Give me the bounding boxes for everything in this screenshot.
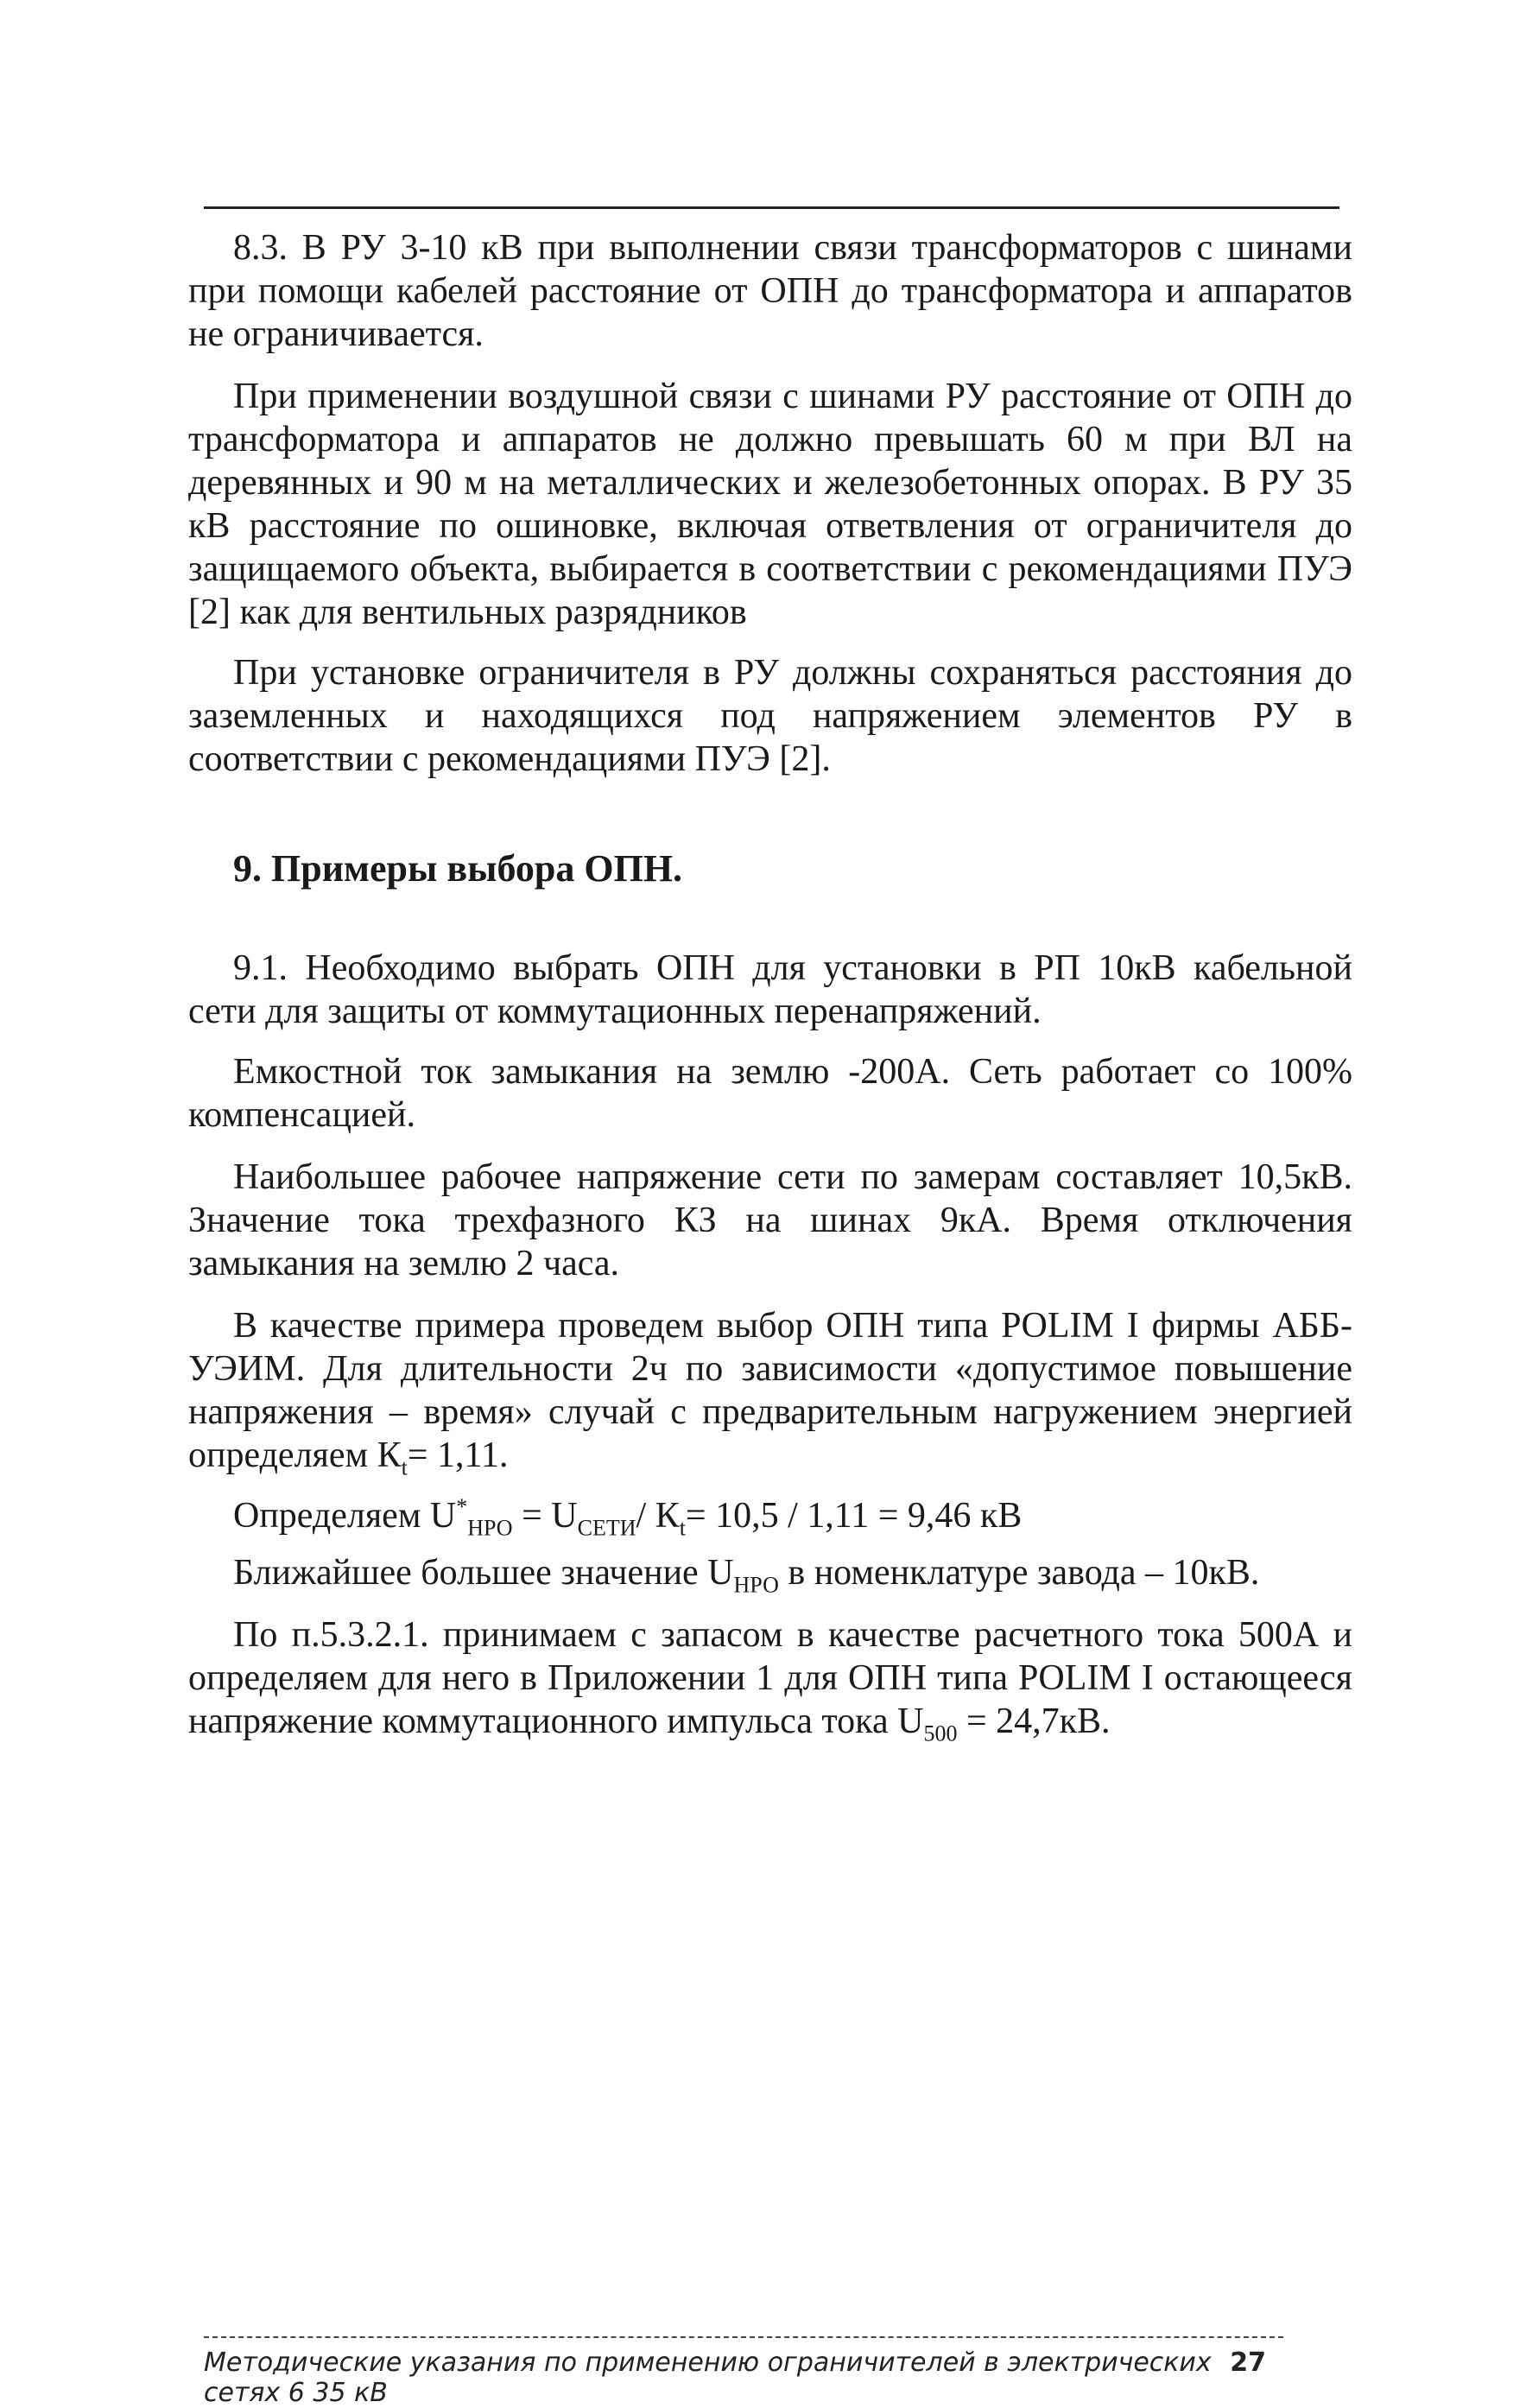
- page-footer: [204, 2348, 1283, 2408]
- paragraph-residual-voltage: [188, 1613, 1352, 1746]
- p10-sub: НРО: [733, 1572, 779, 1598]
- paragraph-installation-distances: При установке ограничителя в РУ должны сохраняться расстояния до заземленных и находящихся под напряжением элементов РУ в соответствии с рекомендациями ПУЭ [2].: [188, 653, 1352, 779]
- formula-star: *: [456, 1494, 468, 1519]
- page-number: 27: [1230, 2348, 1266, 2378]
- paragraph-capacitive-current: Емкостной ток замыкания на землю -200А. Сеть работает со 100% компенсацией.: [188, 1052, 1352, 1135]
- section-heading-9: 9. Примеры выбора ОПН.: [233, 847, 683, 890]
- paragraph-air-connection: При применении воздушной связи с шинами РУ расстояние от ОПН до трансформатора и аппаратов не должно превышать 60 м при ВЛ на деревянных и 90 м на металлических и железобетонных опорах. В РУ 35 кВ расстояние по ошиновке, включая ответвления от ограничителя до защищаемого объекта, выбирается в соответствии с рекомендациями ПУЭ [2] как для вентильных разрядников: [188, 377, 1352, 632]
- formula-mid: = U: [512, 1496, 578, 1536]
- p10-end: в номенклатуре завода – 10кВ.: [778, 1553, 1260, 1593]
- p11-sub: 500: [923, 1720, 958, 1746]
- footer-title: Методические указания по применению ограничителей в электрических сетях 6 35 кВ: [204, 2348, 1212, 2408]
- paragraph-9-1: 9.1. Необходимо выбрать ОПН для установки в РП 10кВ кабельной сети для защиты от коммутационных перенапряжений.: [188, 948, 1352, 1031]
- formula-sub-t: t: [679, 1515, 686, 1541]
- formula-end: = 10,5 / 1,11 = 9,46 кВ: [685, 1496, 1023, 1536]
- footer-rule: [204, 2336, 1283, 2338]
- formula-sub-seti: СЕТИ: [577, 1515, 636, 1541]
- p8-subscript: t: [401, 1454, 408, 1480]
- top-rule: [204, 206, 1339, 209]
- formula-u-npo: [188, 1494, 1352, 1541]
- paragraph-nearest-value: [188, 1551, 1352, 1598]
- paragraph-8-3: 8.3. В РУ 3-10 кВ при выполнении связи трансформаторов с шинами при помощи кабелей расстояние от ОПН до трансформатора и аппаратов не ограничивается.: [188, 228, 1352, 354]
- formula-pre: Определяем U: [233, 1496, 457, 1536]
- formula-mid2: / К: [636, 1496, 680, 1536]
- paragraph-max-voltage: Наибольшее рабочее напряжение сети по замерам составляет 10,5кВ. Значение тока трехфазного КЗ на шинах 9кА. Время отключения замыкания на землю 2 часа.: [188, 1157, 1352, 1283]
- p11-pre: По п.5.3.2.1. принимаем с запасом в качестве расчетного тока 500А и определяем для него в Приложении 1 для ОПН типа POLIM I остающееся напряжение коммутационного импульса тока U: [188, 1615, 1352, 1741]
- p10-pre: Ближайшее большее значение U: [233, 1553, 734, 1593]
- paragraph-example-polim: [188, 1304, 1352, 1480]
- formula-sub-npo: НРО: [467, 1515, 513, 1541]
- p8-text: В качестве примера проведем выбор ОПН типа POLIM I фирмы АББ-УЭИМ. Для длительности 2ч по зависимости «допустимое повышение напряжения – время» случай с предварительным нагружением энергией определяем К: [188, 1306, 1352, 1475]
- p11-end: = 24,7кВ.: [957, 1701, 1111, 1741]
- p8-end: = 1,11.: [407, 1435, 509, 1475]
- page-body: [188, 218, 1352, 1746]
